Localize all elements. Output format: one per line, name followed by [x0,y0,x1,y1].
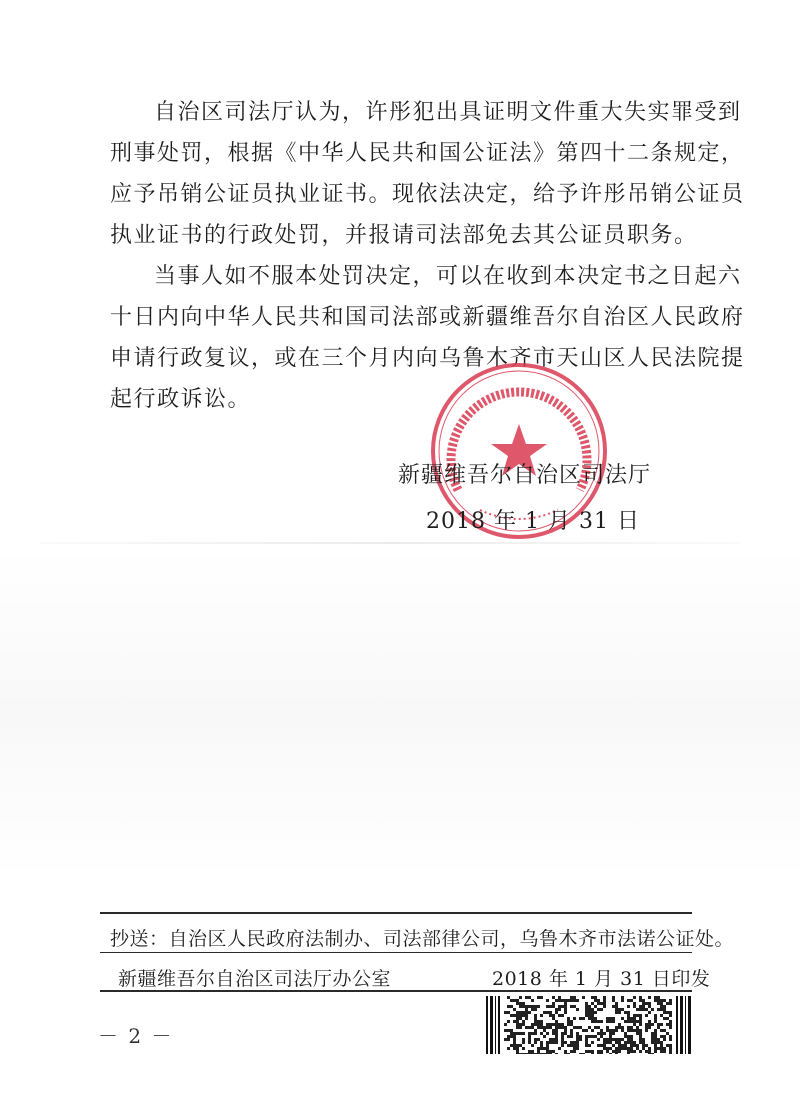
footer-top-rule [100,912,692,914]
show-through-shadow [0,548,800,878]
footer-bottom-rule [100,990,692,992]
issuing-office: 新疆维吾尔自治区司法厅办公室 [118,968,392,990]
paragraph-line: 十日内向中华人民共和国司法部或新疆维吾尔自治区人民政府 [110,305,745,330]
footer-middle-rule [100,952,692,953]
paragraph-line: 起行政诉讼。 [110,387,252,412]
issue-date: 2018 年 1 月 31 日印发 [492,968,711,990]
paragraph-line: 当事人如不服本处罚决定，可以在收到本决定书之日起六 [154,264,742,289]
paragraph-line: 申请行政复议，或在三个月内向乌鲁木齐市天山区人民法院提 [110,346,745,371]
paragraph-line: 应予吊销公证员执业证书。现依法决定，给予许彤吊销公证员 [110,182,745,207]
page-number: － 2 － [98,1024,174,1048]
paragraph-line: 执业证书的行政处罚，并报请司法部免去其公证员职务。 [110,223,698,248]
barcode-icon [486,996,692,1054]
cc-line: 抄送：自治区人民政府法制办、司法部律公司，乌鲁木齐市法诺公证处。 [110,928,735,950]
paragraph-line: 自治区司法厅认为，许彤犯出具证明文件重大失实罪受到 [154,100,742,125]
paragraph-line: 刑事处罚，根据《中华人民共和国公证法》第四十二条规定， [110,141,745,166]
paper-fold-line [40,542,740,544]
signature-date: 2018 年 1 月 31 日 [426,509,640,534]
issuing-authority: 新疆维吾尔自治区司法厅 [398,463,652,488]
paragraph-decision [110,92,745,256]
